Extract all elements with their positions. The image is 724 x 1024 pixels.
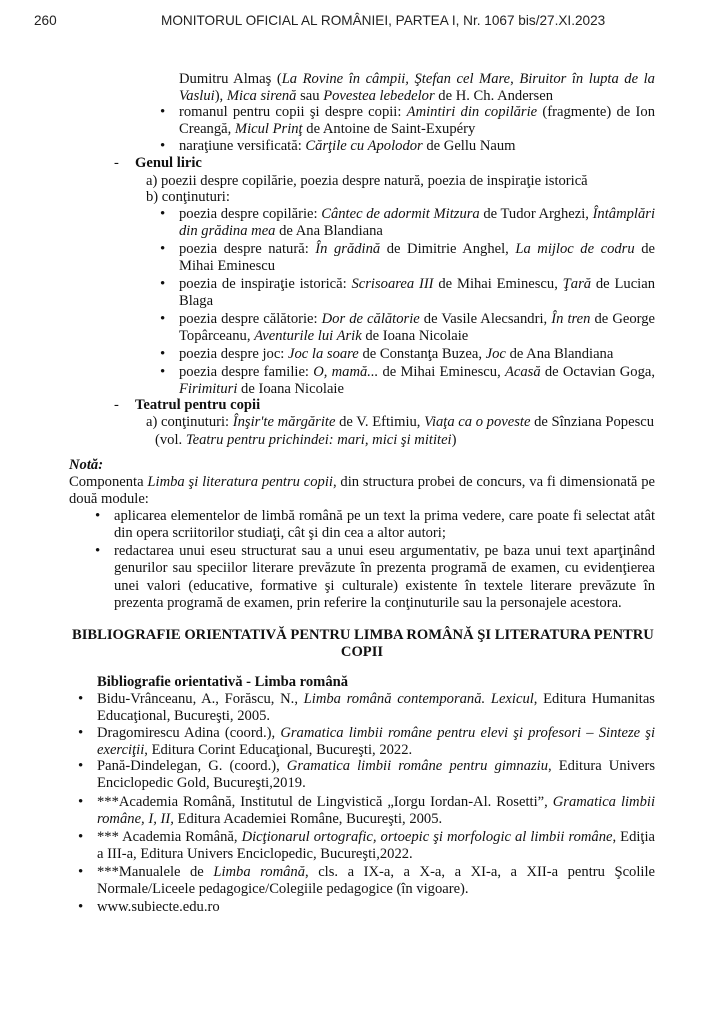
list-item-historical-poetry (179, 276, 655, 311)
text-line (179, 241, 655, 258)
text-run: de H. Ch. Andersen (434, 88, 553, 105)
italic-title: Biruitor în lupta de la (519, 71, 655, 87)
text-run: Creangă, (179, 121, 235, 138)
text-run: a) poezii despre copilărie, poezia despre natură, poezia de inspiraţie istorică (146, 173, 588, 189)
italic-title: Limba şi literatura pentru copii (147, 474, 333, 490)
text-line (72, 644, 652, 661)
text-line (114, 525, 655, 542)
text-line (135, 155, 655, 172)
text-run: poezia despre familie: (179, 364, 314, 380)
text-line (179, 258, 655, 275)
text-line (179, 311, 655, 328)
italic-title: Dor de călătorie (321, 311, 420, 327)
italic-title: Firimituri (179, 381, 238, 398)
text-line (97, 846, 655, 863)
text-run: , cls. a IX-a, a X-a, a XI-a, a XII-a pentru Şcolile (305, 864, 655, 880)
text-line (114, 560, 655, 577)
text-run: Pană-Dindelegan, G. (coord.), (97, 758, 287, 774)
text-run: Normale/Liceele pedagogice/Colegiile pedagogice (în vigoare). (97, 881, 469, 898)
dash-marker: - (114, 155, 119, 171)
text-run: ) (451, 432, 457, 448)
text-run: BIBLIOGRAFIE ORIENTATIVĂ PENTRU LIMBA ROMÂNĂ ŞI LITERATURA PENTRU (72, 627, 654, 643)
text-line (114, 543, 655, 560)
list-item-travel-poetry (179, 311, 655, 346)
italic-title: În grădină (315, 241, 381, 257)
text-run: ), (214, 88, 227, 105)
text-run: Teatrul pentru copii (135, 397, 261, 413)
text-run: poezia despre copilărie: (179, 206, 322, 222)
text-line (179, 364, 655, 381)
gazette-header-title: MONITORUL OFICIAL AL ROMÂNIEI, PARTEA I, Nr. 1067 bis/27.XI.2023 (161, 13, 606, 28)
bullet-icon (160, 241, 165, 258)
text-run: (vol. (155, 432, 186, 448)
bullet-icon (78, 794, 83, 811)
text-run: de Constanţa Buzea, (358, 346, 486, 362)
text-run: de Mihai Eminescu, (378, 364, 505, 380)
bullet-icon (160, 346, 165, 363)
text-line (97, 674, 655, 691)
text-line (179, 88, 655, 105)
text-line (179, 293, 655, 310)
text-run: , (510, 71, 520, 87)
italic-title: Micul Prinţ (234, 121, 303, 138)
text-run: Editura Academiei Române, Bucureşti, 2005. (173, 811, 443, 828)
text-run: Notă: (69, 457, 104, 473)
text-run: de Octavian Goga, (540, 364, 655, 380)
bullet-icon (160, 364, 165, 381)
bibliography-item (97, 758, 655, 793)
text-run: Mihai Eminescu (179, 258, 276, 275)
bullet-icon (78, 725, 83, 742)
note-item-essay (114, 543, 655, 612)
italic-title: Vaslui (179, 88, 215, 105)
lyric-subpoint-a (146, 173, 655, 190)
bullet-icon (78, 864, 83, 881)
italic-title: La mijloc de codru (515, 241, 635, 257)
text-line (179, 328, 655, 345)
italic-title: Amintiri din copilărie (406, 104, 538, 120)
text-line (114, 578, 655, 595)
bullet-icon (78, 829, 83, 846)
italic-title: Limba română (213, 864, 306, 880)
text-run: COPII (340, 644, 384, 661)
bullet-icon (160, 206, 165, 223)
list-item-verse-narrative (179, 138, 655, 155)
text-line (97, 864, 655, 881)
italic-title: Povestea lebedelor (323, 88, 435, 105)
text-run: de (634, 241, 655, 257)
text-run: ***Manualele de (97, 864, 214, 880)
list-item-childhood-poetry (179, 206, 655, 241)
italic-title: exerciţii (97, 742, 145, 759)
text-line (179, 206, 655, 223)
text-run: de Antoine de Saint-Exupéry (302, 121, 476, 138)
italic-title: În tren (551, 311, 591, 327)
text-line (97, 881, 655, 898)
text-line (97, 775, 655, 792)
text-run: două module: (69, 491, 149, 508)
italic-title: din grădina mea (179, 223, 276, 240)
text-line (97, 758, 655, 775)
text-run: sau (296, 88, 324, 105)
text-run: , Ediţia (612, 829, 656, 845)
page-number: 260 (34, 13, 57, 28)
text-run: , Editura Humanitas (533, 691, 655, 707)
bullet-icon (95, 508, 100, 525)
theatre-contents (146, 414, 655, 431)
text-line (146, 173, 655, 190)
text-run: de Ana Blandiana (275, 223, 383, 240)
text-run: a III-a, Editura Univers Enciclopedic, Bucureşti,2022. (97, 846, 413, 863)
text-run: ***Academia Română, Institutul de Lingvistică „Iorgu Iordan-Al. Rosetti”, (97, 794, 553, 810)
bullet-icon (95, 543, 100, 560)
text-line (97, 708, 655, 725)
text-run: de V. Eftimiu, (335, 414, 425, 430)
text-run: de Mihai Eminescu, (433, 276, 563, 292)
text-run: b) conţinuturi: (146, 189, 230, 205)
text-run: genurilor sau speciilor literare prevăzute în prezenta programă de examen, cu evidenţierea (114, 560, 655, 577)
italic-title: Joc (485, 346, 506, 362)
italic-title: O, mamă... (313, 364, 379, 380)
text-run: de Lucian (591, 276, 655, 292)
text-line (69, 491, 655, 508)
text-run: de Tudor Arghezi, (479, 206, 593, 222)
bullet-icon (160, 311, 165, 328)
bullet-icon (160, 104, 165, 121)
text-line (179, 104, 655, 121)
italic-title: Gramatica limbii române pentru gimnaziu (286, 758, 549, 774)
italic-title: Aventurile lui Arik (254, 328, 362, 345)
text-run: poezia despre călătorie: (179, 311, 322, 327)
italic-title: Întâmplări (592, 206, 655, 222)
text-line (97, 811, 655, 828)
text-line (179, 346, 655, 363)
italic-title: Dicţionarul ortografic, ortoepic şi morfologic al limbii române (241, 829, 613, 845)
text-line (179, 223, 655, 240)
text-run: din opera scriitorilor studiaţi, cât şi din cea a altor autori; (114, 525, 446, 542)
text-line (179, 381, 655, 398)
text-run: , Editura Univers (548, 758, 655, 774)
text-run: , din structura probei de concurs, va fi dimensionată pe (332, 474, 656, 490)
italic-title: Scrisoarea III (351, 276, 434, 292)
text-run: Bidu-Vrânceanu, A., Forăscu, N., (97, 691, 304, 707)
text-line (179, 71, 655, 88)
text-line (146, 189, 655, 206)
list-item-play-poetry (179, 346, 655, 363)
text-run: Blaga (179, 293, 214, 310)
text-run: Dragomirescu Adina (coord.), (97, 725, 281, 741)
text-line (97, 899, 655, 916)
text-line (97, 742, 655, 759)
text-run: naraţiune versificată: (179, 138, 306, 154)
text-line (179, 276, 655, 293)
text-run: de Gellu Naum (422, 138, 516, 154)
text-run: www.subiecte.edu.ro (97, 899, 220, 915)
italic-title: Limba română contemporană. Lexicul (303, 691, 534, 707)
text-run: de George (590, 311, 655, 327)
section-heading-children-theatre (114, 397, 655, 414)
text-line (97, 829, 655, 846)
text-run: , Editura Corint Educaţional, Bucureşti, 2022. (144, 742, 413, 759)
italic-title: Ţară (562, 276, 592, 292)
text-line (97, 794, 655, 811)
bullet-icon (160, 276, 165, 293)
bibliography-item (97, 725, 655, 760)
italic-title: Gramatica limbii române pentru elevi şi profesori – Sinteze şi (280, 725, 656, 741)
text-run: a) conţinuturi: (146, 414, 233, 430)
text-run: Educaţional, Bucureşti, 2005. (97, 708, 271, 725)
italic-title: Cărţile cu Apolodor (305, 138, 423, 154)
text-run: aplicarea elementelor de limbă română pe un text la prima vedere, care poate fi selectat atât (114, 508, 655, 524)
list-item-nature-poetry (179, 241, 655, 276)
theatre-volume (155, 432, 655, 449)
italic-title: Viaţa ca o poveste (424, 414, 531, 430)
text-line (179, 138, 655, 155)
text-run: unei valori (educative, formative şi culturale) existente în textele literare prevăzute în (114, 577, 655, 594)
section-heading-lyric-genre (114, 155, 655, 172)
text-run: romanul pentru copii şi despre copii: (179, 104, 407, 120)
text-run: Genul liric (135, 155, 202, 171)
bullet-icon (78, 899, 83, 916)
note-paragraph (69, 474, 655, 509)
bullet-icon (78, 691, 83, 708)
text-run: de Sînziana Popescu (530, 414, 655, 430)
bibliography-item (97, 829, 655, 864)
text-run: Dumitru Almaş ( (179, 71, 282, 87)
text-run: Topârceanu, (179, 328, 255, 345)
bullet-icon (160, 138, 165, 155)
text-run: *** Academia Română, (97, 829, 242, 845)
bibliography-item (97, 691, 655, 726)
italic-title: Teatru pentru prichindei: mari, mici şi mititei (185, 432, 452, 448)
text-run: de Dimitrie Anghel, (380, 241, 516, 257)
italic-title: Gramatica limbii (552, 794, 655, 810)
text-run: de Ioana Nicolaie (361, 328, 469, 345)
note-heading (69, 457, 655, 474)
italic-title: La Rovine în câmpii, Ştefan cel Mare (281, 71, 511, 87)
list-item-family-poetry (179, 364, 655, 399)
text-line (72, 627, 652, 644)
story-list-continuation (179, 71, 655, 106)
bibliography-item (97, 864, 655, 899)
italic-title: Cântec de adormit Mitzura (321, 206, 480, 222)
text-line (97, 691, 655, 708)
bibliography-subheading (97, 674, 655, 691)
note-item-language (114, 508, 655, 543)
text-run: prezenta programă de examen, prin referire la conţinuturile sau la personajele acestora. (114, 594, 622, 611)
text-run: poezia despre joc: (179, 346, 288, 362)
bibliography-title (72, 627, 652, 662)
dash-marker: - (114, 397, 119, 413)
text-run: redactarea unui eseu structurat sau a unui eseu argumentativ, pe baza unui text aparţinând (114, 543, 655, 559)
text-line (135, 397, 655, 414)
text-run: de Vasile Alecsandri, (419, 311, 552, 327)
text-run: de Ana Blandiana (505, 346, 614, 362)
text-run: de Ioana Nicolaie (237, 381, 344, 398)
text-run: poezia de inspiraţie istorică: (179, 276, 352, 292)
text-run: Bibliografie orientativă - Limba română (97, 674, 349, 690)
italic-title: Acasă (504, 364, 541, 380)
italic-title: române, I, II, (97, 811, 174, 828)
italic-title: Joc la soare (288, 346, 359, 362)
bibliography-item (97, 794, 655, 829)
text-line (146, 414, 655, 431)
bibliography-item-website (97, 899, 655, 916)
text-line (155, 432, 655, 449)
text-line (69, 474, 655, 491)
text-line (114, 595, 655, 612)
text-run: Enciclopedic Gold, Bucureşti,2019. (97, 775, 306, 792)
italic-title: Mica sirenă (226, 88, 297, 105)
lyric-subpoint-b (146, 189, 655, 206)
text-run: Componenta (69, 474, 148, 490)
text-line (114, 508, 655, 525)
italic-title: Înşir'te mărgărite (232, 414, 336, 430)
bullet-icon (78, 758, 83, 775)
text-line (97, 725, 655, 742)
list-item-novel (179, 104, 655, 139)
text-run: (fragmente) de Ion (537, 104, 655, 120)
text-line (179, 121, 655, 138)
text-run: poezia despre natură: (179, 241, 316, 257)
text-line (69, 457, 655, 474)
